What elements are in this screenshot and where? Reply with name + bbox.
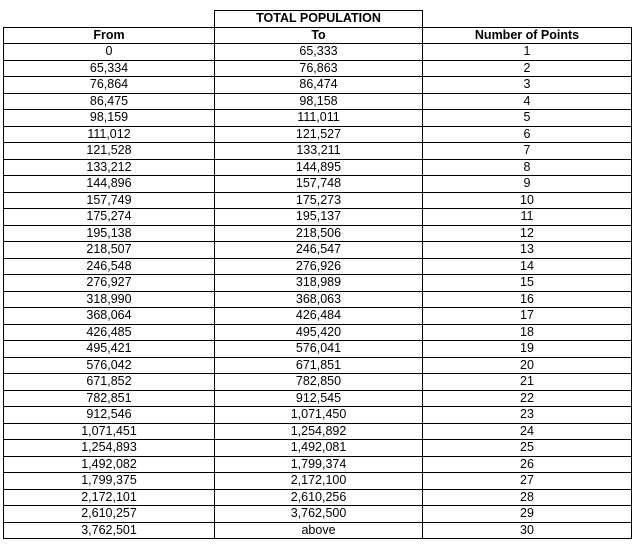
table-row — [4, 374, 632, 391]
cell-points: 2 — [423, 60, 632, 77]
table-row — [4, 324, 632, 341]
column-header-row — [4, 27, 632, 44]
cell-to: 495,420 — [215, 324, 423, 341]
table-row — [4, 473, 632, 490]
cell-to: 65,333 — [215, 44, 423, 61]
cell-to: 121,527 — [215, 126, 423, 143]
table-row — [4, 423, 632, 440]
cell-from: 0 — [4, 44, 215, 61]
cell-points: 11 — [423, 209, 632, 226]
cell-points: 15 — [423, 275, 632, 292]
cell-points: 1 — [423, 44, 632, 61]
cell-from: 368,064 — [4, 308, 215, 325]
cell-points: 16 — [423, 291, 632, 308]
cell-points: 18 — [423, 324, 632, 341]
cell-from: 246,548 — [4, 258, 215, 275]
cell-from: 1,071,451 — [4, 423, 215, 440]
cell-to: 144,895 — [215, 159, 423, 176]
table-row — [4, 159, 632, 176]
cell-to: 98,158 — [215, 93, 423, 110]
cell-to: 426,484 — [215, 308, 423, 325]
cell-to: 218,506 — [215, 225, 423, 242]
cell-from: 76,864 — [4, 77, 215, 94]
cell-to: 782,850 — [215, 374, 423, 391]
cell-points: 23 — [423, 407, 632, 424]
cell-points: 26 — [423, 456, 632, 473]
cell-points: 3 — [423, 77, 632, 94]
cell-to: 86,474 — [215, 77, 423, 94]
table-row — [4, 192, 632, 209]
title-spacer-right — [423, 11, 632, 28]
cell-from: 195,138 — [4, 225, 215, 242]
cell-to: 1,492,081 — [215, 440, 423, 457]
table-row — [4, 506, 632, 523]
table-row — [4, 44, 632, 61]
cell-from: 318,990 — [4, 291, 215, 308]
table-title-row — [4, 11, 632, 28]
table-row — [4, 60, 632, 77]
cell-to: 76,863 — [215, 60, 423, 77]
cell-from: 782,851 — [4, 390, 215, 407]
cell-from: 1,799,375 — [4, 473, 215, 490]
cell-to: 111,011 — [215, 110, 423, 127]
cell-to: 576,041 — [215, 341, 423, 358]
cell-from: 121,528 — [4, 143, 215, 160]
cell-from: 495,421 — [4, 341, 215, 358]
cell-from: 671,852 — [4, 374, 215, 391]
table-row — [4, 93, 632, 110]
cell-points: 8 — [423, 159, 632, 176]
cell-from: 157,749 — [4, 192, 215, 209]
cell-points: 9 — [423, 176, 632, 193]
cell-to: above — [215, 522, 423, 539]
cell-to: 368,063 — [215, 291, 423, 308]
cell-points: 28 — [423, 489, 632, 506]
table-row — [4, 143, 632, 160]
cell-from: 65,334 — [4, 60, 215, 77]
column-header-from: From — [4, 27, 215, 44]
table-row — [4, 275, 632, 292]
cell-from: 3,762,501 — [4, 522, 215, 539]
table-row — [4, 456, 632, 473]
cell-to: 1,254,892 — [215, 423, 423, 440]
cell-from: 86,475 — [4, 93, 215, 110]
cell-points: 14 — [423, 258, 632, 275]
cell-points: 22 — [423, 390, 632, 407]
table-row — [4, 407, 632, 424]
table-row — [4, 126, 632, 143]
table-title: TOTAL POPULATION — [215, 11, 423, 28]
cell-points: 5 — [423, 110, 632, 127]
cell-from: 912,546 — [4, 407, 215, 424]
cell-to: 276,926 — [215, 258, 423, 275]
cell-from: 276,927 — [4, 275, 215, 292]
cell-from: 175,274 — [4, 209, 215, 226]
cell-from: 111,012 — [4, 126, 215, 143]
cell-to: 195,137 — [215, 209, 423, 226]
title-spacer-left — [4, 11, 215, 28]
table-row — [4, 440, 632, 457]
cell-points: 29 — [423, 506, 632, 523]
table-row — [4, 176, 632, 193]
table-row — [4, 291, 632, 308]
cell-to: 175,273 — [215, 192, 423, 209]
cell-to: 133,211 — [215, 143, 423, 160]
cell-from: 576,042 — [4, 357, 215, 374]
table-row — [4, 341, 632, 358]
cell-points: 4 — [423, 93, 632, 110]
column-header-to: To — [215, 27, 423, 44]
cell-from: 1,254,893 — [4, 440, 215, 457]
cell-points: 25 — [423, 440, 632, 457]
cell-points: 30 — [423, 522, 632, 539]
cell-points: 12 — [423, 225, 632, 242]
table-row — [4, 77, 632, 94]
cell-to: 1,071,450 — [215, 407, 423, 424]
table-row — [4, 489, 632, 506]
table-row — [4, 242, 632, 259]
cell-to: 246,547 — [215, 242, 423, 259]
cell-from: 426,485 — [4, 324, 215, 341]
cell-from: 144,896 — [4, 176, 215, 193]
cell-points: 27 — [423, 473, 632, 490]
cell-from: 218,507 — [4, 242, 215, 259]
table-row — [4, 258, 632, 275]
cell-to: 2,610,256 — [215, 489, 423, 506]
table-row — [4, 209, 632, 226]
table-row — [4, 225, 632, 242]
cell-points: 21 — [423, 374, 632, 391]
cell-to: 671,851 — [215, 357, 423, 374]
population-points-table — [3, 10, 632, 539]
cell-to: 318,989 — [215, 275, 423, 292]
table-row — [4, 390, 632, 407]
cell-from: 2,610,257 — [4, 506, 215, 523]
cell-to: 2,172,100 — [215, 473, 423, 490]
cell-to: 912,545 — [215, 390, 423, 407]
column-header-points: Number of Points — [423, 27, 632, 44]
table-row — [4, 308, 632, 325]
table-body — [4, 44, 632, 539]
cell-points: 20 — [423, 357, 632, 374]
cell-from: 98,159 — [4, 110, 215, 127]
table-row — [4, 110, 632, 127]
cell-from: 1,492,082 — [4, 456, 215, 473]
table-row — [4, 357, 632, 374]
cell-points: 6 — [423, 126, 632, 143]
cell-points: 24 — [423, 423, 632, 440]
table-row — [4, 522, 632, 539]
cell-points: 7 — [423, 143, 632, 160]
cell-to: 1,799,374 — [215, 456, 423, 473]
cell-points: 19 — [423, 341, 632, 358]
cell-from: 2,172,101 — [4, 489, 215, 506]
cell-points: 13 — [423, 242, 632, 259]
cell-points: 17 — [423, 308, 632, 325]
cell-points: 10 — [423, 192, 632, 209]
cell-from: 133,212 — [4, 159, 215, 176]
cell-to: 3,762,500 — [215, 506, 423, 523]
cell-to: 157,748 — [215, 176, 423, 193]
